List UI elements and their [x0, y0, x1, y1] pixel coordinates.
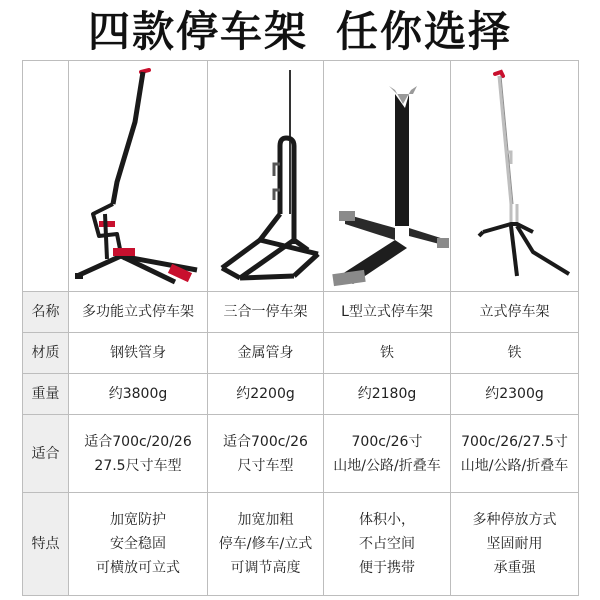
product-3-feature [324, 493, 451, 596]
product-3-name: L型立式停车架 [324, 292, 451, 333]
product-2-fit-line-1: 适合700c/26 [223, 433, 308, 450]
product-2-feature-line-3: 可调节高度 [230, 560, 301, 576]
product-3-feature-line-1: 体积小， [359, 512, 415, 528]
product-image-3 [324, 61, 451, 292]
product-4-fit-line-2: 山地/公路/折叠车 [460, 457, 569, 474]
product-3-feature-line-3: 便于携带 [359, 560, 415, 576]
label-fit: 适合 [23, 415, 69, 493]
product-2-material: 金属管身 [208, 333, 324, 374]
name-row [23, 292, 579, 333]
product-1-fit-line-2: 27.5尺寸车型 [94, 457, 182, 474]
product-1-feature [69, 493, 208, 596]
product-3-fit [324, 415, 451, 493]
product-4-material: 铁 [451, 333, 579, 374]
product-2-fit [208, 415, 324, 493]
label-weight: 重量 [23, 374, 69, 415]
product-1-fit [69, 415, 208, 493]
l-shape-stand-icon [325, 64, 449, 289]
product-1-name: 多功能立式停车架 [69, 292, 208, 333]
fit-row [23, 415, 579, 493]
product-3-weight: 约2180g [324, 374, 451, 415]
product-1-feature-line-1: 加宽防护 [110, 512, 166, 528]
product-4-feature-line-3: 承重强 [493, 560, 536, 576]
product-2-feature-line-2: 停车/修车/立式 [218, 536, 313, 552]
product-3-fit-line-1: 700c/26寸 [351, 433, 423, 450]
product-3-material: 铁 [324, 333, 451, 374]
product-1-feature-line-3: 可横放可立式 [96, 560, 180, 576]
product-4-weight: 约2300g [451, 374, 579, 415]
weight-row [23, 374, 579, 415]
vertical-stand-icon [459, 64, 571, 289]
label-feature: 特点 [23, 493, 69, 596]
product-4-name: 立式停车架 [451, 292, 579, 333]
page-title [0, 0, 600, 58]
feature-row [23, 493, 579, 596]
product-2-feature [208, 493, 324, 596]
product-1-feature-line-2: 安全稳固 [110, 536, 166, 552]
multi-function-stand-icon [73, 64, 203, 289]
product-2-name: 三合一停车架 [208, 292, 324, 333]
product-4-fit [451, 415, 579, 493]
product-2-fit-line-2: 尺寸车型 [237, 457, 294, 474]
title-part-1: 四款停车架 [87, 7, 308, 56]
comparison-table [22, 60, 579, 596]
material-row [23, 333, 579, 374]
product-2-feature-line-1: 加宽加粗 [237, 512, 294, 528]
product-4-feature-line-1: 多种停放方式 [472, 512, 557, 528]
product-2-weight: 约2200g [208, 374, 324, 415]
label-name: 名称 [23, 292, 69, 333]
product-4-feature-line-2: 坚固耐用 [486, 536, 543, 552]
product-image-4 [451, 61, 579, 292]
three-in-one-stand-icon [210, 64, 322, 289]
product-4-fit-line-1: 700c/26/27.5寸 [461, 433, 568, 450]
product-1-fit-line-1: 适合700c/20/26 [84, 433, 192, 450]
product-image-1 [69, 61, 208, 292]
image-row [23, 61, 579, 292]
product-1-material: 钢铁管身 [69, 333, 208, 374]
product-4-feature [451, 493, 579, 596]
product-image-2 [208, 61, 324, 292]
product-1-weight: 约3800g [69, 374, 208, 415]
product-3-fit-line-2: 山地/公路/折叠车 [333, 457, 441, 474]
label-material: 材质 [23, 333, 69, 374]
product-3-feature-line-2: 不占空间 [359, 536, 415, 552]
title-part-2: 任你选择 [336, 7, 513, 56]
image-row-label [23, 61, 69, 292]
